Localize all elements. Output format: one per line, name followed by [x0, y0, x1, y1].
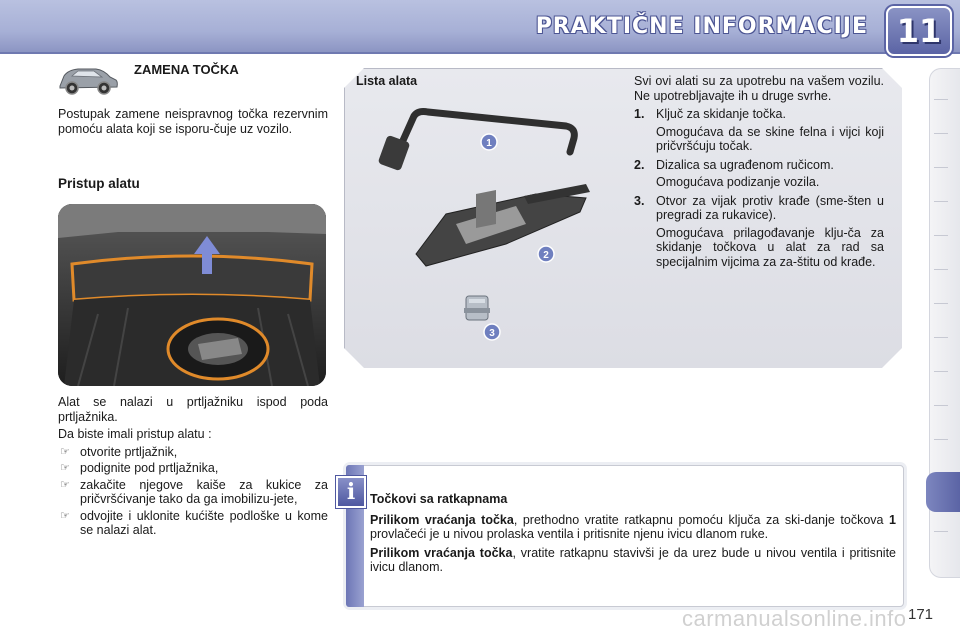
svg-text:2: 2	[543, 250, 549, 261]
wheel-wrench-illustration	[378, 112, 575, 172]
tools-intro: Svi ovi alati su za upotrebu na vašem vozilu. Ne upotrebljavajte ih u druge svrhe.	[634, 74, 884, 103]
list-item: ☞ odvojite i uklonite kućište podloške u kome se nalazi alat.	[60, 508, 328, 537]
tools-illustration	[356, 94, 618, 350]
pointing-hand-icon: ☞	[60, 478, 70, 491]
intro-text: Postupak zamene neispravnog točka rezervnim pomoću alata koji se isporu-čuje uz vozilo.	[58, 107, 328, 136]
tool-access-heading: Pristup alatu	[58, 176, 140, 191]
tools-description	[634, 74, 884, 273]
callout-2	[538, 246, 554, 262]
tool-item-2-desc: Omogućava podizanje vozila.	[656, 175, 820, 189]
page-header	[0, 0, 960, 54]
tool-item-3: 3. Otvor za vijak protiv krađe (sme-šten u pregradi za rukavice).	[634, 193, 884, 222]
info-paragraph-2: Prilikom vraćanja točka, vratite ratkapnu stavivši je da urez bude u nivou ventila i pritisnite ivicu dlanom.	[370, 545, 897, 574]
jack-illustration	[416, 184, 590, 266]
car-icon	[56, 62, 120, 98]
tool-location-text: Alat se nalazi u prtljažniku ispod poda prtljažnika.	[58, 395, 328, 424]
pointing-hand-icon: ☞	[60, 509, 70, 522]
tools-list-heading: Lista alata	[356, 74, 418, 88]
tool-access-lead: Da biste imali pristup alatu :	[58, 427, 212, 441]
tool-item-1: 1. Ključ za skidanje točka.	[634, 107, 786, 121]
anti-theft-socket-illustration	[464, 296, 490, 320]
chapter-badge: 11	[886, 6, 952, 56]
list-item: ☞ otvorite prtljažnik,	[60, 444, 178, 459]
section-title: ZAMENA TOČKA	[134, 62, 239, 77]
page-title: PRAKTIČNE INFORMACIJE	[535, 14, 868, 39]
svg-text:1: 1	[486, 138, 492, 149]
info-content	[370, 492, 896, 579]
list-item: ☞ zakačite njegove kaiše za kukice za pričvršćivanje tako da ga imobilizu-jete,	[60, 477, 328, 506]
trunk-photo	[58, 204, 326, 386]
info-paragraph-1: Prilikom vraćanja točka, prethodno vratite ratkapnu pomoću ključa za ski-danje točkova 1 provlačeći je u nivou prolaska ventila i pritisnite njenu ivicu dlanom ruke.	[370, 512, 896, 541]
tool-item-2: 2. Dizalica sa ugrađenom ručicom.	[634, 157, 834, 172]
callout-3	[484, 324, 500, 340]
active-chapter-tab[interactable]	[926, 472, 960, 512]
svg-text:3: 3	[489, 328, 495, 339]
tool-item-1-desc: Omogućava da se skine felna i vijci koji pričvršćuju točak.	[656, 124, 884, 153]
watermark: carmanualsonline.info	[682, 606, 907, 631]
pointing-hand-icon: ☞	[60, 445, 70, 458]
access-steps-list	[58, 445, 328, 538]
pointing-hand-icon: ☞	[60, 462, 70, 474]
callout-1	[481, 134, 497, 150]
tool-item-3-desc: Omogućava prilagođavanje klju-ča za skidanje točkova u alat za rad sa specijalnim vijcima za za-štitu od krađe.	[656, 225, 884, 269]
info-title: Točkovi sa ratkapnama	[370, 492, 508, 506]
tool-access-text	[58, 395, 328, 540]
list-item: ☞ podignite pod prtljažnika,	[60, 461, 219, 475]
page-number: 171	[908, 606, 934, 623]
info-icon: i	[336, 476, 366, 508]
